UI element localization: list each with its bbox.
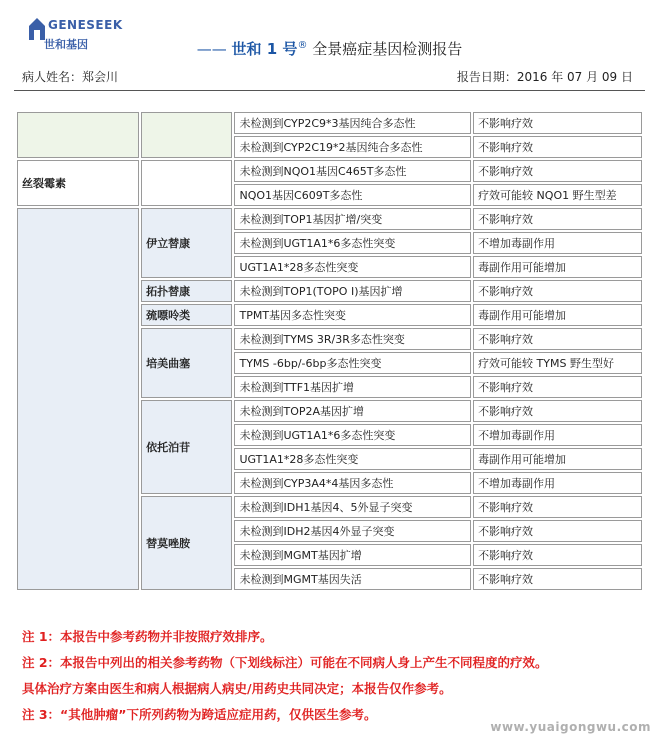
test-cell: 未检测到CYP2C19*2基因纯合多态性 [234, 136, 471, 158]
report-title [0, 38, 659, 59]
effect-cell: 不影响疗效 [473, 160, 642, 182]
effect-cell: 不影响疗效 [473, 136, 642, 158]
drug-cell-temozolomide: 替莫唑胺 [141, 496, 232, 590]
test-cell: TPMT基因多态性突变 [234, 304, 471, 326]
effect-cell: 不影响疗效 [473, 280, 642, 302]
effect-cell: 不影响疗效 [473, 112, 642, 134]
test-cell: UGT1A1*28多态性突变 [234, 448, 471, 470]
logo-text-zh: 世和基因 [44, 38, 88, 51]
effect-cell: 不影响疗效 [473, 496, 642, 518]
drug-cell-etoposide: 依托泊苷 [141, 400, 232, 494]
test-cell: 未检测到TYMS 3R/3R多态性突变 [234, 328, 471, 350]
drug-cell-irinotecan: 伊立替康 [141, 208, 232, 278]
logo-text-en: GENESEEK [48, 18, 123, 32]
effect-cell: 不影响疗效 [473, 208, 642, 230]
drug-response-table [15, 110, 644, 592]
test-cell: 未检测到TOP1(TOPO I)基因扩增 [234, 280, 471, 302]
table-row [17, 112, 642, 134]
brand-name: 世和 1 号 [231, 40, 298, 58]
effect-cell: 不影响疗效 [473, 328, 642, 350]
test-cell: 未检测到IDH1基因4、5外显子突变 [234, 496, 471, 518]
group-cell [17, 112, 139, 158]
effect-cell: 不影响疗效 [473, 400, 642, 422]
report-subtitle: 全景癌症基因检测报告 [312, 40, 463, 58]
note-2: 注 2：本报告中列出的相关参考药物（下划线标注）可能在不同病人身上产生不同程度的疗效。 [22, 655, 548, 670]
test-cell: 未检测到TOP2A基因扩增 [234, 400, 471, 422]
test-cell: 未检测到UGT1A1*6多态性突变 [234, 424, 471, 446]
registered-mark: ® [297, 40, 308, 51]
drug-cell [141, 112, 232, 158]
effect-cell: 疗效可能较 TYMS 野生型好 [473, 352, 642, 374]
test-cell: 未检测到NQO1基因C465T多态性 [234, 160, 471, 182]
test-cell: NQO1基因C609T多态性 [234, 184, 471, 206]
watermark: www.yuaigongwu.com [490, 720, 651, 734]
note-2-continued: 具体治疗方案由医生和病人根据病人病史/用药史共同决定；本报告仅作参考。 [22, 681, 452, 696]
test-cell: 未检测到CYP3A4*4基因多态性 [234, 472, 471, 494]
table-row [17, 160, 642, 182]
effect-cell: 不增加毒副作用 [473, 472, 642, 494]
header-divider [14, 90, 645, 91]
title-dash: —— [196, 40, 227, 58]
note-3: 注 3：“其他肿瘤”下所列药物为跨适应症用药，仅供医生参考。 [22, 707, 377, 722]
effect-cell: 疗效可能较 NQO1 野生型差 [473, 184, 642, 206]
notes-section [22, 624, 645, 728]
drug-cell-thiopurines: 巯嘌呤类 [141, 304, 232, 326]
drug-cell [141, 160, 232, 206]
test-cell: 未检测到UGT1A1*6多态性突变 [234, 232, 471, 254]
drug-cell-pemetrexed: 培美曲塞 [141, 328, 232, 398]
effect-cell: 不影响疗效 [473, 544, 642, 566]
table-row [17, 208, 642, 230]
test-cell: 未检测到MGMT基因失活 [234, 568, 471, 590]
effect-cell: 不影响疗效 [473, 520, 642, 542]
test-cell: 未检测到TTF1基因扩增 [234, 376, 471, 398]
effect-cell: 毒副作用可能增加 [473, 304, 642, 326]
effect-cell: 毒副作用可能增加 [473, 256, 642, 278]
drug-cell-topotecan: 拓扑替康 [141, 280, 232, 302]
note-1: 注 1：本报告中参考药物并非按照疗效排序。 [22, 629, 273, 644]
effect-cell: 不影响疗效 [473, 568, 642, 590]
patient-name: 病人姓名：郑会川 [22, 70, 119, 84]
group-cell-mitomycin: 丝裂霉素 [17, 160, 139, 206]
effect-cell: 不增加毒副作用 [473, 424, 642, 446]
test-cell: 未检测到CYP2C9*3基因纯合多态性 [234, 112, 471, 134]
effect-cell: 不增加毒副作用 [473, 232, 642, 254]
test-cell: 未检测到TOP1基因扩增/突变 [234, 208, 471, 230]
test-cell: TYMS -6bp/-6bp多态性突变 [234, 352, 471, 374]
test-cell: 未检测到MGMT基因扩增 [234, 544, 471, 566]
test-cell: 未检测到IDH2基因4外显子突变 [234, 520, 471, 542]
report-date: 报告日期：2016 年 07 月 09 日 [456, 70, 633, 84]
effect-cell: 不影响疗效 [473, 376, 642, 398]
effect-cell: 毒副作用可能增加 [473, 448, 642, 470]
group-cell [17, 208, 139, 590]
test-cell: UGT1A1*28多态性突变 [234, 256, 471, 278]
